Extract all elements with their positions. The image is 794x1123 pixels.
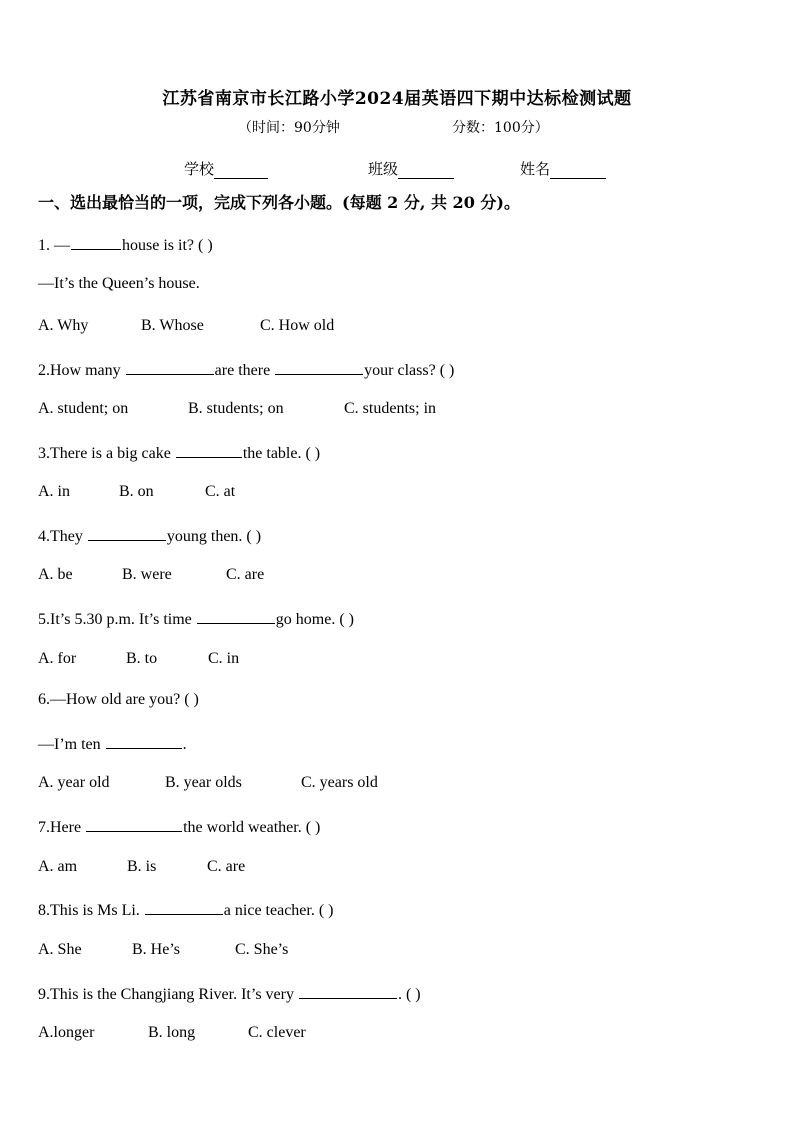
option-c[interactable]: C. How old <box>260 317 335 334</box>
option-a[interactable]: A. in <box>38 483 70 500</box>
exam-time: （时间：90分钟 <box>238 120 340 136</box>
option-b[interactable]: B. students; on <box>188 400 284 417</box>
answer-blank[interactable] <box>126 358 214 375</box>
option-a[interactable]: A. for <box>38 650 77 667</box>
option-c[interactable]: C. are <box>207 858 246 875</box>
answer-blank[interactable] <box>176 441 242 458</box>
school-field <box>184 158 268 179</box>
option-a[interactable]: A. be <box>38 566 73 583</box>
option-a[interactable]: A. student; on <box>38 400 129 417</box>
answer-blank[interactable] <box>88 524 166 541</box>
answer-blank[interactable] <box>145 898 223 915</box>
answer-blank[interactable] <box>197 607 275 624</box>
question-5-options <box>38 649 239 669</box>
option-a[interactable]: A. Why <box>38 317 89 334</box>
class-blank[interactable] <box>398 164 454 179</box>
school-blank[interactable] <box>214 164 268 179</box>
answer-blank[interactable] <box>299 982 397 999</box>
option-c[interactable]: C. years old <box>301 774 378 791</box>
option-c[interactable]: C. clever <box>248 1024 306 1041</box>
question-6-options <box>38 773 378 793</box>
option-b[interactable]: B. year olds <box>165 774 242 791</box>
option-a[interactable]: A.longer <box>38 1024 95 1041</box>
option-b[interactable]: B. to <box>126 650 158 667</box>
option-c[interactable]: C. are <box>226 566 265 583</box>
exam-score: 分数：100分） <box>452 120 549 136</box>
question-9-options <box>38 1023 306 1043</box>
question-1-dialogue: —It’s the Queen’s house. <box>38 275 200 292</box>
question-3-options <box>38 482 235 502</box>
section-heading: 一、选出最恰当的一项，完成下列各小题。(每题 2 分, 共 20 分)。 <box>38 193 520 212</box>
question-3-stem: 3.There is a big cake the table. ( ) <box>38 441 320 464</box>
question-7-options <box>38 857 245 877</box>
option-b[interactable]: B. is <box>127 858 157 875</box>
answer-blank[interactable] <box>275 358 363 375</box>
answer-blank[interactable] <box>106 732 182 749</box>
question-5-stem: 5.It’s 5.30 p.m. It’s time go home. ( ) <box>38 607 354 630</box>
question-9-stem: 9.This is the Changjiang River. It’s very . ( ) <box>38 982 421 1005</box>
option-a[interactable]: A. She <box>38 941 82 958</box>
name-label: 姓名 <box>520 160 551 178</box>
question-4-stem: 4.They young then. ( ) <box>38 524 261 547</box>
answer-blank[interactable] <box>71 233 121 250</box>
option-b[interactable]: B. were <box>122 566 172 583</box>
question-6-stem: 6.—How old are you? ( ) <box>38 691 199 708</box>
option-b[interactable]: B. on <box>119 483 154 500</box>
option-c[interactable]: C. She’s <box>235 941 289 958</box>
option-a[interactable]: A. am <box>38 858 78 875</box>
answer-blank[interactable] <box>86 815 182 832</box>
question-7-stem: 7.Here the world weather. ( ) <box>38 815 320 838</box>
question-4-options <box>38 565 264 585</box>
question-1-options <box>38 316 334 336</box>
option-a[interactable]: A. year old <box>38 774 110 791</box>
option-b[interactable]: B. Whose <box>141 317 204 334</box>
option-b[interactable]: B. long <box>148 1024 196 1041</box>
question-6-dialogue: —I’m ten . <box>38 732 187 755</box>
question-8-stem: 8.This is Ms Li. a nice teacher. ( ) <box>38 898 334 921</box>
question-8-options <box>38 940 288 960</box>
exam-title: 江苏省南京市长江路小学2024届英语四下期中达标检测试题 <box>162 89 632 109</box>
class-label: 班级 <box>368 160 399 178</box>
class-field <box>368 158 454 179</box>
question-1-stem: 1. — house is it? ( ) <box>38 233 213 256</box>
name-blank[interactable] <box>550 164 606 179</box>
option-c[interactable]: C. at <box>205 483 236 500</box>
school-label: 学校 <box>184 160 215 178</box>
question-2-options <box>38 399 436 419</box>
option-c[interactable]: C. students; in <box>344 400 437 417</box>
name-field <box>520 158 606 179</box>
option-c[interactable]: C. in <box>208 650 240 667</box>
option-b[interactable]: B. He’s <box>132 941 180 958</box>
question-2-stem: 2.How many are there your class? ( ) <box>38 358 454 381</box>
